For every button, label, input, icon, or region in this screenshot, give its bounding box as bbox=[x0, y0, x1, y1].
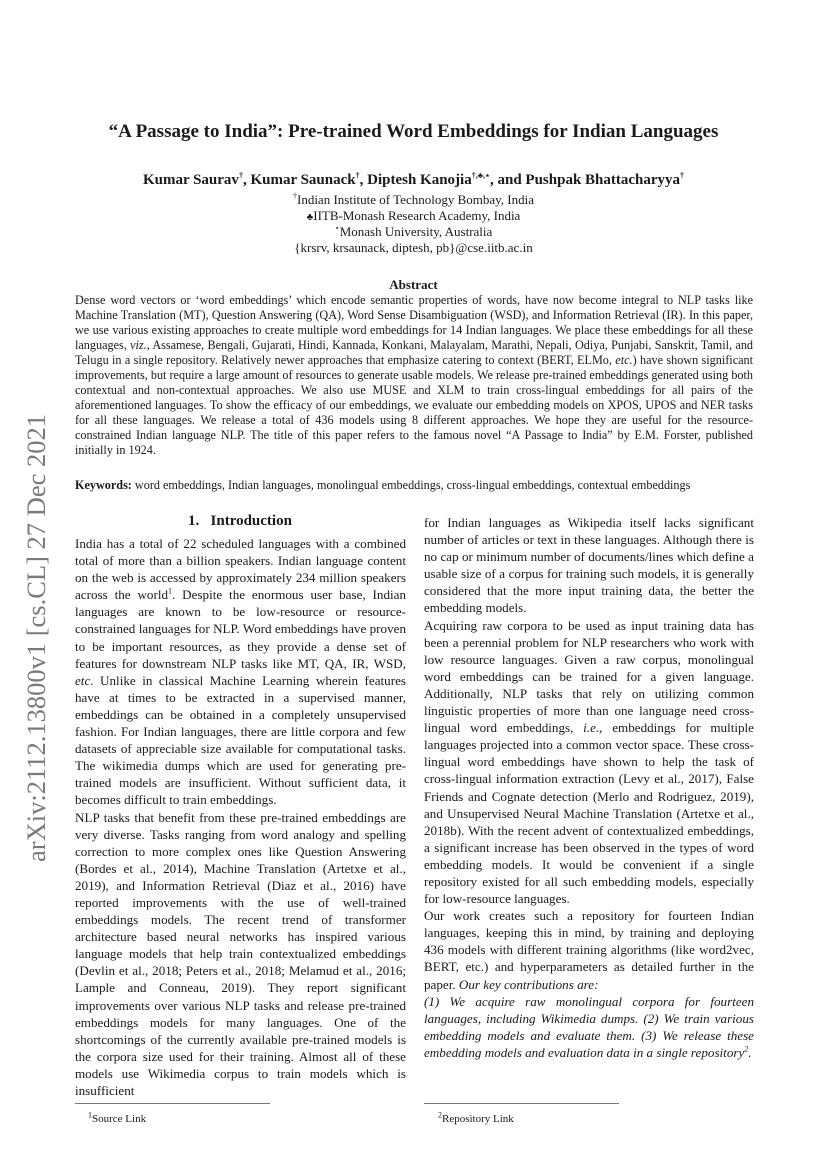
author-mark: † bbox=[355, 171, 360, 180]
footnote-link[interactable]: Repository Link bbox=[442, 1113, 514, 1125]
keywords-text: word embeddings, Indian languages, monolingual embeddings, cross-lingual embeddings, contextual embeddings bbox=[131, 478, 691, 492]
paragraph-text: . bbox=[748, 1044, 752, 1060]
footnote-rule bbox=[424, 1103, 619, 1104]
paragraph-text: . Unlike in classical Machine Learning wherein features have at times to be extracted in a supervised manner, embeddings can be obtained in a completely unsupervised fashion. For Indian languages, there are little corpora and few datasets of appreciable size available for computational tasks. The wikimedia dumps which are used for generating pre-trained models are insufficient. Without sufficient data, it becomes difficult to train embeddings. bbox=[75, 672, 406, 808]
author-separator: , bbox=[242, 172, 251, 188]
affiliation-mark: ♣ bbox=[306, 212, 314, 223]
abstract-heading: Abstract bbox=[389, 277, 438, 292]
paragraph bbox=[424, 907, 754, 992]
abstract-text: ) have shown significant improvements, but require a large amount of resources to generate usable models. We release pre-trained embeddings generated using both contextual and non-contextual approaches. We also use MUSE and XLM to train cross-lingual embeddings for all pairs of the aforementioned languages. To show the efficacy of our embeddings, we evaluate our embedding models on XPOS, UPOS and NER tasks for all these languages. We release a total of 436 models using 8 different approaches. We hope they are useful for the resource-constrained Indian language NLP. The title of this paper refers to the famous novel “A Passage to India” by E.M. Forster, published initially in 1924. bbox=[75, 353, 753, 457]
affiliation-mark: † bbox=[292, 191, 297, 201]
affiliation-text: IITB-Monash Research Academy, India bbox=[313, 208, 521, 223]
paragraph-text: Our work creates such a repository for fourteen Indian languages, keeping this in mind, by training and deploying 436 models with different training algorithms (like word2vec, BERT, etc.) and hyperparameters as detailed further in the paper. bbox=[424, 908, 754, 992]
paragraph-text: Acquiring raw corpora to be used as input training data has been a perennial problem for NLP researchers who work with low resource languages. Given a raw corpus, monolingual word embeddings can be trained for a given language. Additionally, NLP tasks that rely on utilizing common linguistic properties of more than one language need cross-lingual word embeddings, bbox=[424, 617, 754, 736]
abstract-body bbox=[75, 293, 753, 458]
affiliation-text: Monash University, Australia bbox=[339, 224, 493, 239]
author-name: Kumar Saurav bbox=[142, 172, 239, 188]
paper-title: “A Passage to India”: Pre-trained Word Embeddings for Indian Languages bbox=[108, 121, 719, 142]
abstract-text: etc. bbox=[615, 353, 633, 367]
keywords-label: Keywords: bbox=[75, 478, 132, 492]
paragraph-text: etc bbox=[75, 672, 91, 688]
affiliation-text: Indian Institute of Technology Bombay, India bbox=[296, 192, 534, 207]
arxiv-identifier: arXiv:2112.13800v1 [cs.CL] 27 Dec 2021 bbox=[21, 414, 51, 862]
paragraph-text: Our key contributions are: bbox=[458, 976, 599, 992]
paragraph-text: India has a total of 22 scheduled languages with a combined total of more than a billion speakers. Indian language content on the web is accessed by approximately 234 million speakers across the world bbox=[75, 536, 406, 603]
left-column bbox=[75, 535, 406, 1099]
author-mark: †,♣,⋆ bbox=[471, 171, 490, 180]
affiliation-mark: ⋆ bbox=[334, 223, 340, 233]
paragraph bbox=[424, 617, 754, 908]
author-name: Kumar Saunack bbox=[250, 172, 356, 188]
paragraph-text: i.e., bbox=[583, 720, 603, 736]
right-column bbox=[424, 514, 754, 1061]
abstract-text: Dense word vectors or ‘word embeddings’ which encode semantic properties of words, have now become integral to NLP tasks like Machine Translation (MT), Question Answering (QA), Word Sense Disambiguation (WSD), and Information Retrieval (IR). In this paper, we use various existing approaches to create multiple word embeddings for 14 Indian languages. We place these embeddings for all these languages, bbox=[75, 293, 753, 352]
paragraph: NLP tasks that benefit from these pre-trained embeddings are very diverse. Tasks ranging from word analogy and spelling correction to more complex ones like Question Answering (Bordes et al., 2014), Machine Translation (Artetxe et al., 2019), and Information Retrieval (Diaz et al., 2016) have reported improvements with the use of well-trained embeddings models. The recent trend of transformer architecture based neural networks has inspired various language models that help train contextualized embeddings (Devlin et al., 2018; Peters et al., 2018; Melamud et al., 2016; Lample and Conneau, 2019). They report significant improvements over various NLP tasks and release pre-trained embeddings models for many languages. One of the shortcomings of the currently available pre-trained models is the corpora size used for their training. Almost all of these models use Wikimedia corpus to train models which is insufficient bbox=[75, 809, 406, 1098]
keywords bbox=[75, 478, 753, 493]
author-name: Pushpak Bhattacharyya bbox=[525, 172, 681, 188]
affiliation bbox=[60, 191, 767, 208]
author-name: Diptesh Kanojia bbox=[367, 172, 472, 188]
affiliation bbox=[60, 223, 767, 240]
author-mark: † bbox=[680, 171, 685, 180]
author-mark: † bbox=[238, 171, 243, 180]
author-separator: , and bbox=[489, 172, 526, 188]
section-title: Introduction bbox=[210, 513, 292, 529]
abstract-text: , Assamese, Bengali, Gujarati, Hindi, Kannada, Konkani, Malayalam, Marathi, Nepali, Odiya, Punjabi, Sanskrit, Tamil, and Telugu in a single repository. Relatively newer approaches that emphasize catering to context (BERT, ELMo, bbox=[75, 338, 754, 367]
paragraph-text: (1) We acquire raw monolingual corpora for fourteen languages, including Wikimedia dumps. (2) We train various embedding models and evaluate them. (3) We release these embedding models and evaluation data in a single repository bbox=[424, 993, 754, 1060]
author-separator: , bbox=[359, 172, 368, 188]
section-heading bbox=[75, 511, 405, 531]
author-emails: {krsrv, krsaunack, diptesh, pb}@cse.iitb.ac.in bbox=[294, 240, 533, 255]
footnote bbox=[88, 1112, 146, 1126]
paragraph: for Indian languages as Wikipedia itself lacks significant number of articles or text in these languages. Although there is no cap or minimum number of documents/lines which define a usable size of a corpus for training such models, it is generally considered that the more input training data, the better the embedding models. bbox=[424, 515, 754, 616]
footnote-ref: 1 bbox=[168, 586, 173, 596]
footnote-rule bbox=[75, 1103, 270, 1104]
footnote bbox=[438, 1112, 514, 1126]
paragraph-text: embeddings for multiple languages projected into a common vector space. These cross-lingual word embeddings have shown to help the task of cross-lingual information extraction (Levy et al., 2017), False Friends and Cognate detection (Merlo and Rodriguez, 2019), and Unsupervised Neural Machine Translation (Artetxe et al., 2018b). With the recent advent of contextualized embeddings, a significant increase has been observed in the types of word embedding models. It would be convenient if a single repository existed for all such embedding models, especially for low-resource languages. bbox=[424, 720, 754, 907]
section-number: 1. bbox=[188, 513, 200, 529]
paragraph bbox=[75, 535, 406, 809]
footnote-mark: 2 bbox=[438, 1110, 442, 1120]
paragraph-text: . Despite the enormous user base, Indian languages are known to be low-resource or resource-constrained languages for NLP. Word embeddings have proven to be important resources, as they provide a dense set of features for downstream NLP tasks like MT, QA, IR, WSD, bbox=[75, 587, 406, 671]
footnote-ref: 2 bbox=[744, 1044, 749, 1054]
author-list bbox=[60, 170, 767, 190]
arxiv-stamp bbox=[16, 372, 56, 872]
paragraph bbox=[424, 993, 754, 1061]
abstract-text: viz. bbox=[130, 338, 147, 352]
footnote-mark: 1 bbox=[88, 1110, 92, 1120]
footnote-link[interactable]: Source Link bbox=[92, 1113, 147, 1125]
